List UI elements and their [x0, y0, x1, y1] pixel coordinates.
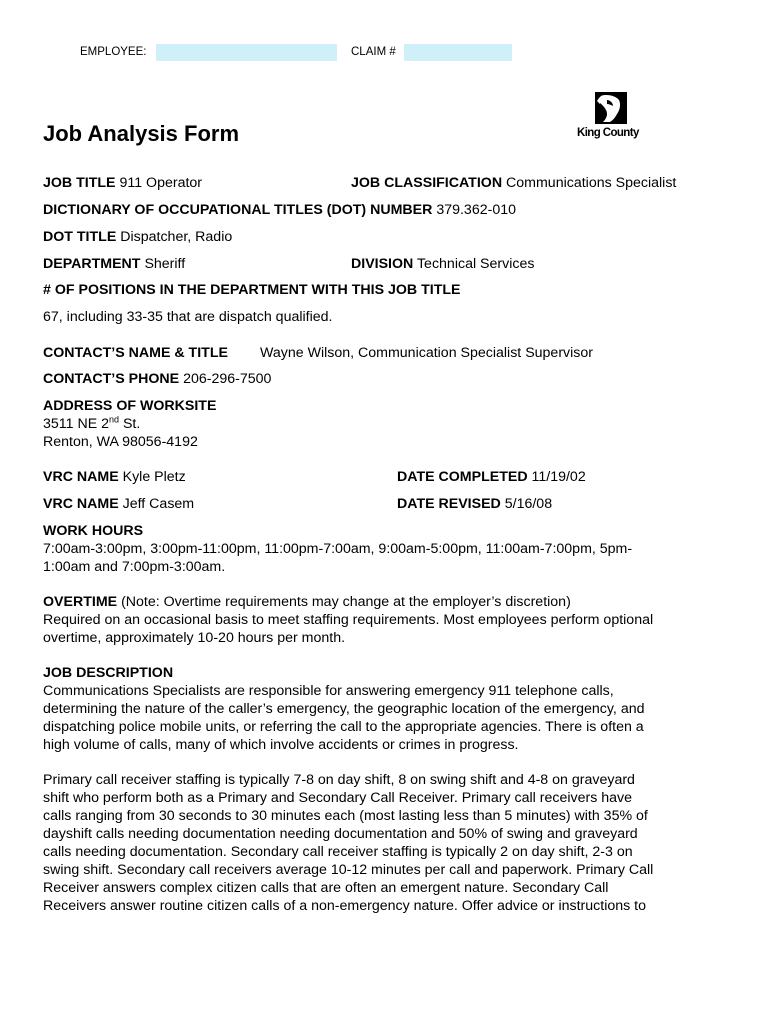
- job-classification-label: JOB CLASSIFICATION: [351, 175, 503, 191]
- dot-number-value: 379.362-010: [436, 202, 516, 218]
- job-title-label: JOB TITLE: [43, 175, 116, 191]
- positions-value: 67, including 33-35 that are dispatch qualified.: [43, 309, 333, 325]
- overtime-heading: [43, 593, 733, 611]
- job-description-label: JOB DESCRIPTION: [43, 665, 174, 681]
- job-classification-value: Communications Specialist: [506, 175, 677, 191]
- address-ordinal: nd: [109, 414, 120, 425]
- vrc-name-2-value: Jeff Casem: [122, 496, 195, 512]
- contact-phone-label: CONTACT’S PHONE: [43, 371, 180, 387]
- claim-label: CLAIM #: [351, 46, 396, 58]
- date-revised-label: DATE REVISED: [397, 496, 501, 512]
- contact-phone-row: [43, 370, 271, 388]
- contact-name-value: Wayne Wilson, Communication Specialist Supervisor: [260, 345, 594, 361]
- address-label: ADDRESS OF WORKSITE: [43, 398, 217, 414]
- date-revised-value: 5/16/08: [504, 496, 553, 512]
- work-hours-line: 1:00am and 7:00pm-3:00am.: [43, 559, 226, 575]
- form-title: Job Analysis Form: [43, 121, 240, 146]
- staffing-line: dayshift calls needing documentation needing documentation and 50% of swing and graveyard: [43, 826, 638, 842]
- dot-title-label: DOT TITLE: [43, 229, 117, 245]
- overtime-note: (Note: Overtime requirements may change at the employer’s discretion): [121, 594, 571, 610]
- job-description-line: dispatching police mobile units, or referring the call to the appropriate agencies. There is often a: [43, 719, 644, 735]
- vrc-name-1-row: [43, 468, 186, 486]
- job-title-value: 911 Operator: [119, 175, 203, 191]
- staffing-line: swing shift. Secondary call receivers average 10-12 minutes per call and paperwork. Primary Call: [43, 862, 654, 878]
- staffing-line: calls ranging from 30 seconds to 30 minutes each (most lasting less than 5 minutes) with 35% of: [43, 808, 648, 824]
- vrc-name-2-label: VRC NAME: [43, 496, 119, 512]
- overtime-label: OVERTIME: [43, 594, 118, 610]
- dot-number-label: DICTIONARY OF OCCUPATIONAL TITLES (DOT) NUMBER: [43, 202, 433, 218]
- claim-field[interactable]: [404, 44, 512, 61]
- address-street-number: 3511 NE 2: [43, 416, 109, 432]
- date-completed-value: 11/19/02: [531, 469, 586, 485]
- department-value: Sheriff: [144, 256, 186, 272]
- work-hours-section: [43, 522, 733, 576]
- job-description-line: Communications Specialists are responsible for answering emergency 911 telephone calls,: [43, 683, 614, 699]
- department-label: DEPARTMENT: [43, 256, 141, 272]
- job-description-line: high volume of calls, many of which involve accidents or crimes in progress.: [43, 737, 519, 753]
- dot-title-row: [43, 228, 232, 246]
- department-row: [43, 255, 185, 273]
- staffing-line: Receiver answers complex citizen calls that are often an emergent nature. Secondary Call: [43, 880, 609, 896]
- logo-text: King County: [577, 127, 639, 139]
- job-description-section: [43, 664, 733, 754]
- staffing-line: calls needing documentation. Secondary call receiver staffing is typically 2 on day shift, 2-3 on: [43, 844, 633, 860]
- division-label: DIVISION: [351, 256, 414, 272]
- staffing-line: Receivers answer routine citizen calls of a non-emergency nature. Offer advice or instructions to: [43, 898, 646, 914]
- contact-name-label: CONTACT’S NAME & TITLE: [43, 345, 228, 361]
- dot-number-row: [43, 201, 516, 219]
- positions-label: # OF POSITIONS IN THE DEPARTMENT WITH THIS JOB TITLE: [43, 282, 461, 298]
- overtime-line: overtime, approximately 10-20 hours per month.: [43, 630, 346, 646]
- division-value: Technical Services: [416, 256, 535, 272]
- date-completed-label: DATE COMPLETED: [397, 469, 528, 485]
- date-completed-row: [397, 468, 586, 486]
- staffing-line: Primary call receiver staffing is typically 7-8 on day shift, 8 on swing shift and 4-8 on graveyard: [43, 772, 635, 788]
- employee-label: EMPLOYEE:: [80, 46, 147, 58]
- job-description-line: determining the nature of the caller’s emergency, the geographic location of the emergency, and: [43, 701, 645, 717]
- vrc-name-1-value: Kyle Pletz: [122, 469, 186, 485]
- dot-title-value: Dispatcher, Radio: [120, 229, 233, 245]
- staffing-paragraph: [43, 771, 733, 915]
- work-hours-line: 7:00am-3:00pm, 3:00pm-11:00pm, 11:00pm-7:00am, 9:00am-5:00pm, 11:00am-7:00pm, 5pm-: [43, 541, 633, 557]
- vrc-name-1-label: VRC NAME: [43, 469, 119, 485]
- job-title-row: [43, 174, 202, 192]
- overtime-section: [43, 593, 733, 647]
- king-county-logo: [577, 92, 649, 144]
- work-hours-label: WORK HOURS: [43, 523, 144, 539]
- staffing-line: shift who perform both as a Primary and Secondary Call Receiver. Primary call receivers have: [43, 790, 633, 806]
- division-row: [351, 255, 534, 273]
- address-line-1: [43, 415, 140, 433]
- address-street-suffix: St.: [119, 416, 141, 432]
- address-line-2: Renton, WA 98056-4192: [43, 434, 198, 450]
- overtime-line: Required on an occasional basis to meet staffing requirements. Most employees perform optional: [43, 612, 654, 628]
- employee-field[interactable]: [156, 44, 337, 61]
- date-revised-row: [397, 495, 552, 513]
- vrc-name-2-row: [43, 495, 194, 513]
- job-classification-row: [351, 174, 676, 192]
- contact-phone-value: 206-296-7500: [183, 371, 272, 387]
